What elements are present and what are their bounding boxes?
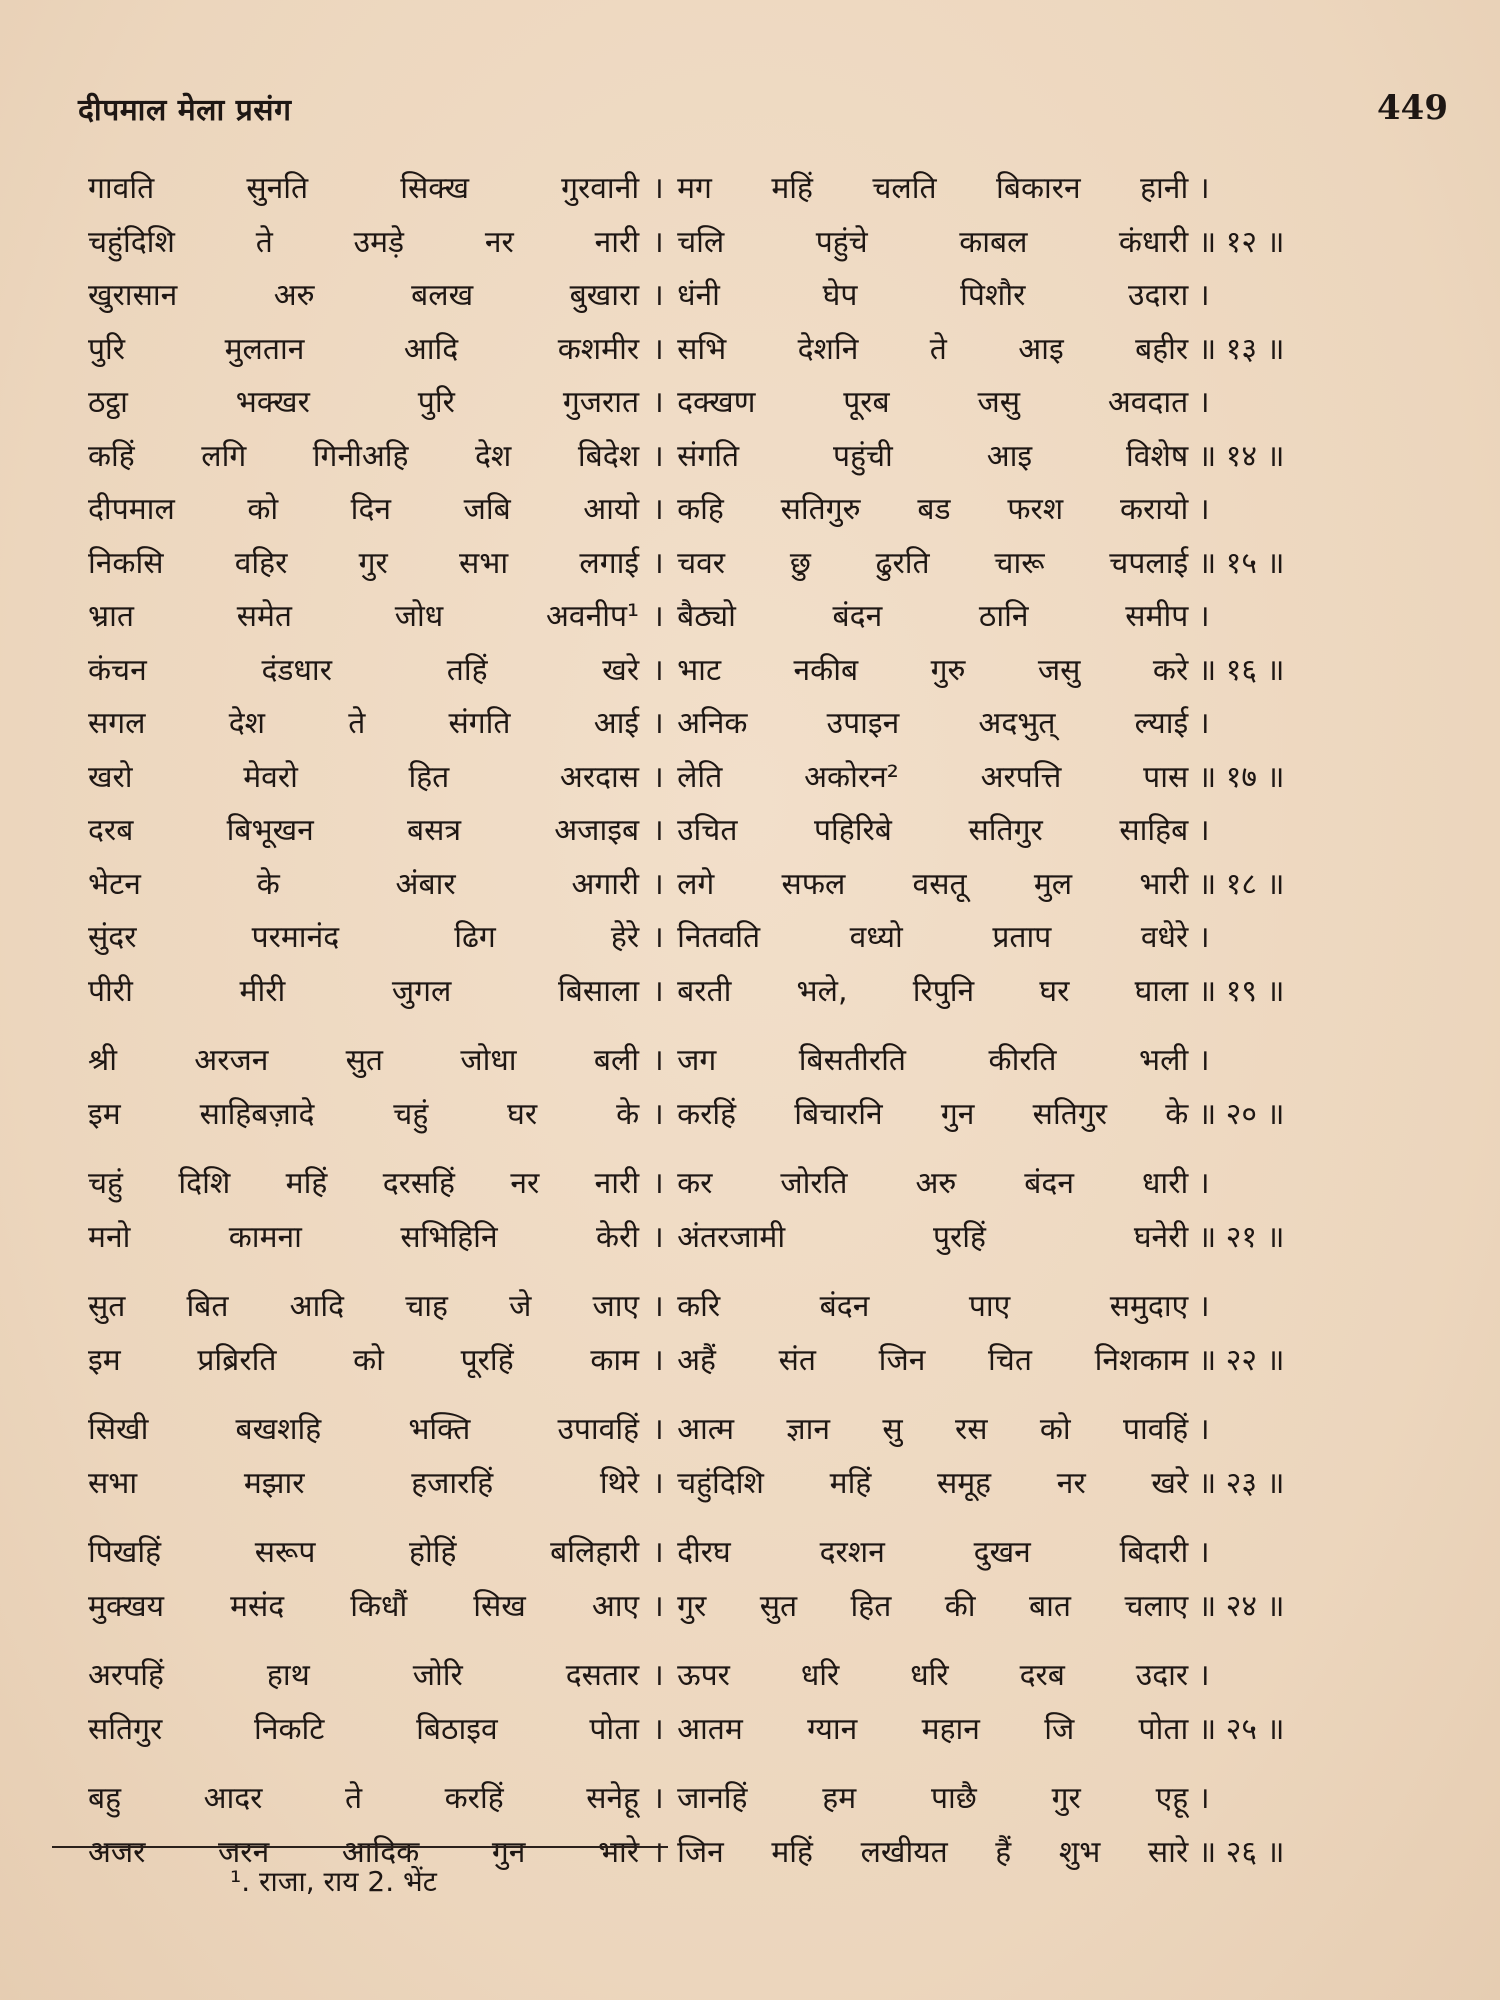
verse-separator: । xyxy=(652,278,664,313)
verse-line xyxy=(88,1157,1348,1211)
verse-first-half: पीरी मीरी जुगल बिसाला xyxy=(88,973,640,1009)
verse-line xyxy=(88,269,1348,323)
verse-line xyxy=(88,1457,1348,1511)
verse-separator: । xyxy=(652,920,664,955)
verse-separator: । xyxy=(652,1043,664,1078)
verse-line xyxy=(88,1403,1348,1457)
verse-first-half: अजर जरन आदिक गुन भारे xyxy=(88,1834,640,1870)
verse-first-half: गावति सुनति सिक्ख गुरवानी xyxy=(88,171,640,206)
verse-number: । xyxy=(1198,1289,1210,1324)
verse-separator: । xyxy=(652,599,664,634)
verse-number: । xyxy=(1198,920,1210,955)
verse-separator: । xyxy=(652,652,664,688)
verse-second-half: चहुंदिशि महिं समूह नर खरे xyxy=(677,1465,1189,1501)
verse-separator: । xyxy=(652,385,664,420)
verse-first-half: इम प्रब्रिरति को पूरहिं काम xyxy=(88,1342,640,1378)
verse-number: । xyxy=(1198,1166,1210,1201)
page-number: 449 xyxy=(1377,88,1448,128)
verse-separator: । xyxy=(652,1096,664,1132)
verse-number: । xyxy=(1198,1658,1210,1693)
verse-line xyxy=(88,376,1348,430)
verse-separator: । xyxy=(652,331,664,367)
verse-first-half: कंचन दंडधार तहिं खरे xyxy=(88,652,640,688)
verse-line xyxy=(88,858,1348,912)
verse-line xyxy=(88,1649,1348,1703)
verse-separator: । xyxy=(652,813,664,848)
verse-second-half: चवर छु ढुरति चारू चपलाई xyxy=(677,545,1189,581)
verse-first-half: सिखी बखशहि भक्ति उपावहिं xyxy=(88,1412,640,1447)
verse-number: । xyxy=(1198,278,1210,313)
verse-line xyxy=(88,1526,1348,1580)
verse-second-half: भाट नकीब गुरु जसु करे xyxy=(677,652,1189,688)
verse-separator: । xyxy=(652,759,664,795)
verse-first-half: बहु आदर ते करहिं सनेहू xyxy=(88,1781,640,1816)
running-title: दीपमाल मेला प्रसंग xyxy=(78,93,292,128)
verse-line xyxy=(88,697,1348,751)
verse-separator: । xyxy=(652,866,664,902)
verse-separator: । xyxy=(652,973,664,1009)
verse-line xyxy=(88,537,1348,591)
verse-second-half: चलि पहुंचे काबल कंधारी xyxy=(677,224,1189,260)
verse-number: ॥ २६ ॥ xyxy=(1198,1834,1285,1870)
verse-separator: । xyxy=(652,1465,664,1501)
verse-number: ॥ १२ ॥ xyxy=(1198,224,1285,260)
verse-second-half: करहिं बिचारनि गुन सतिगुर के xyxy=(677,1096,1189,1132)
verse-first-half: पिखहिं सरूप होहिं बलिहारी xyxy=(88,1535,640,1570)
verse-second-half: अनिक उपाइन अदभुत् ल्याई xyxy=(677,706,1189,741)
verse-number: ॥ २५ ॥ xyxy=(1198,1711,1285,1747)
verse-second-half: कहि सतिगुरु बड फरश करायो xyxy=(677,492,1189,527)
verse-number: ॥ १३ ॥ xyxy=(1198,331,1285,367)
verse-separator: । xyxy=(652,1342,664,1378)
verse-second-half: सभि देशनि ते आइ बहीर xyxy=(677,331,1189,367)
page-header xyxy=(78,88,1448,138)
verse-first-half: दीपमाल को दिन जबि आयो xyxy=(88,492,640,527)
verse-number: । xyxy=(1198,813,1210,848)
verse-number: । xyxy=(1198,1781,1210,1816)
verse-separator: । xyxy=(652,492,664,527)
verse-second-half: लेति अकोरन² अरपत्ति पास xyxy=(677,759,1189,795)
verse-separator: । xyxy=(652,1219,664,1255)
verse-number: । xyxy=(1198,1535,1210,1570)
verse-separator: । xyxy=(652,1588,664,1624)
verse-first-half: सुत बित आदि चाह जे जाए xyxy=(88,1289,640,1324)
verse-line xyxy=(88,965,1348,1019)
verse-number: ॥ २२ ॥ xyxy=(1198,1342,1285,1378)
verse-first-half: ठट्ठा भक्खर पुरि गुजरात xyxy=(88,385,640,420)
verse-separator: । xyxy=(652,1166,664,1201)
verse-first-half: खुरासान अरु बलख बुखारा xyxy=(88,278,640,313)
verse-first-half: सगल देश ते संगति आई xyxy=(88,706,640,741)
verse-line xyxy=(88,1280,1348,1334)
verse-first-half: भेटन के अंबार अगारी xyxy=(88,866,640,902)
verse-first-half: चहुं दिशि महिं दरसहिं नर नारी xyxy=(88,1166,640,1201)
verse-number: । xyxy=(1198,706,1210,741)
verse-second-half: अहैं संत जिन चित निशकाम xyxy=(677,1342,1189,1378)
verse-separator: । xyxy=(652,1711,664,1747)
verse-second-half: मग महिं चलति बिकारन हानी xyxy=(677,171,1189,206)
verse-first-half: अरपहिं हाथ जोरि दसतार xyxy=(88,1658,640,1693)
verse-second-half: लगे सफल वसतू मुल भारी xyxy=(677,866,1189,902)
verse-first-half: मुक्खय मसंद किधौं सिख आए xyxy=(88,1588,640,1624)
verse-line xyxy=(88,751,1348,805)
verse-first-half: खरो मेवरो हित अरदास xyxy=(88,759,640,795)
verse-line xyxy=(88,1334,1348,1388)
verse-second-half: दीरघ दरशन दुखन बिदारी xyxy=(677,1535,1189,1570)
verse-second-half: आत्म ज्ञान सु रस को पावहिं xyxy=(677,1412,1189,1447)
verse-second-half: दक्खण पूरब जसु अवदात xyxy=(677,385,1189,420)
verse-second-half: जग बिसतीरति कीरति भली xyxy=(677,1043,1189,1078)
verse-first-half: इम साहिबज़ादे चहुं घर के xyxy=(88,1096,640,1132)
verse-line xyxy=(88,216,1348,270)
verse-line xyxy=(88,162,1348,216)
verse-number: । xyxy=(1198,492,1210,527)
verse-number: ॥ १९ ॥ xyxy=(1198,973,1285,1009)
verse-separator: । xyxy=(652,1781,664,1816)
verse-line xyxy=(88,804,1348,858)
verse-first-half: कहिं लगि गिनीअहि देश बिदेश xyxy=(88,438,640,474)
verse-number: ॥ २१ ॥ xyxy=(1198,1219,1285,1255)
verse-separator: । xyxy=(652,1412,664,1447)
verse-number: ॥ १६ ॥ xyxy=(1198,652,1285,688)
verse-first-half: मनो कामना सभिहिनि केरी xyxy=(88,1219,640,1255)
verse-second-half: उचित पहिरिबे सतिगुर साहिब xyxy=(677,813,1189,848)
footnote: ¹. राजा, राय 2. भेंट xyxy=(230,1865,437,1898)
verse-line xyxy=(88,1580,1348,1634)
verse-line xyxy=(88,1088,1348,1142)
verse-separator: । xyxy=(652,171,664,206)
verse-second-half: करि बंदन पाए समुदाए xyxy=(677,1289,1189,1324)
verse-line xyxy=(88,911,1348,965)
verse-number: । xyxy=(1198,1412,1210,1447)
footnote-divider xyxy=(52,1846,668,1848)
verse-separator: । xyxy=(652,224,664,260)
verse-separator: । xyxy=(652,706,664,741)
verse-number: ॥ २३ ॥ xyxy=(1198,1465,1285,1501)
verse-second-half: जिन महिं लखीयत हैं शुभ सारे xyxy=(677,1834,1189,1870)
verse-second-half: आतम ग्यान महान जि पोता xyxy=(677,1711,1189,1747)
verse-first-half: सुंदर परमानंद ढिग हेरे xyxy=(88,920,640,955)
verse-first-half: पुरि मुलतान आदि कशमीर xyxy=(88,331,640,367)
verse-number: ॥ २० ॥ xyxy=(1198,1096,1285,1132)
verse-line xyxy=(88,644,1348,698)
verse-number: । xyxy=(1198,599,1210,634)
verse-number: ॥ १८ ॥ xyxy=(1198,866,1285,902)
verse-first-half: निकसि वहिर गुर सभा लगाई xyxy=(88,545,640,581)
verse-line xyxy=(88,1703,1348,1757)
verse-second-half: अंतरजामी पुरहिं घनेरी xyxy=(677,1219,1189,1255)
verse-separator: । xyxy=(652,1535,664,1570)
verse-separator: । xyxy=(652,438,664,474)
verse-line xyxy=(88,323,1348,377)
verse-second-half: जानहिं हम पाछै गुर एहू xyxy=(677,1781,1189,1816)
verse-line xyxy=(88,1772,1348,1826)
verse-number: । xyxy=(1198,385,1210,420)
verse-line xyxy=(88,430,1348,484)
verse-line xyxy=(88,1034,1348,1088)
verse-second-half: धंनी घेप पिशौर उदारा xyxy=(677,278,1189,313)
verse-number: ॥ १४ ॥ xyxy=(1198,438,1285,474)
verse-number: । xyxy=(1198,1043,1210,1078)
verse-second-half: संगति पहुंची आइ विशेष xyxy=(677,438,1189,474)
verse-block xyxy=(88,162,1348,1879)
verse-separator: । xyxy=(652,545,664,581)
verse-number: ॥ २४ ॥ xyxy=(1198,1588,1285,1624)
verse-number: ॥ १५ ॥ xyxy=(1198,545,1285,581)
verse-first-half: श्री अरजन सुत जोधा बली xyxy=(88,1043,640,1078)
verse-second-half: ऊपर धरि धरि दरब उदार xyxy=(677,1658,1189,1693)
verse-first-half: चहुंदिशि ते उमड़े नर नारी xyxy=(88,224,640,260)
verse-second-half: बरती भले, रिपुनि घर घाला xyxy=(677,973,1189,1009)
verse-first-half: दरब बिभूखन बसत्र अजाइब xyxy=(88,813,640,848)
verse-separator: । xyxy=(652,1289,664,1324)
verse-number: ॥ १७ ॥ xyxy=(1198,759,1285,795)
verse-separator: । xyxy=(652,1834,664,1870)
verse-line xyxy=(88,590,1348,644)
verse-second-half: गुर सुत हित की बात चलाए xyxy=(677,1588,1189,1624)
verse-separator: । xyxy=(652,1658,664,1693)
verse-first-half: सभा मझार हजारहिं थिरे xyxy=(88,1465,640,1501)
verse-line xyxy=(88,483,1348,537)
verse-first-half: भ्रात समेत जोध अवनीप¹ xyxy=(88,599,640,634)
verse-number: । xyxy=(1198,171,1210,206)
verse-first-half: सतिगुर निकटि बिठाइव पोता xyxy=(88,1711,640,1747)
verse-second-half: बैठ्यो बंदन ठानि समीप xyxy=(677,599,1189,634)
verse-second-half: नितवति वध्यो प्रताप वधेरे xyxy=(677,920,1189,955)
verse-line xyxy=(88,1211,1348,1265)
verse-second-half: कर जोरति अरु बंदन धारी xyxy=(677,1166,1189,1201)
